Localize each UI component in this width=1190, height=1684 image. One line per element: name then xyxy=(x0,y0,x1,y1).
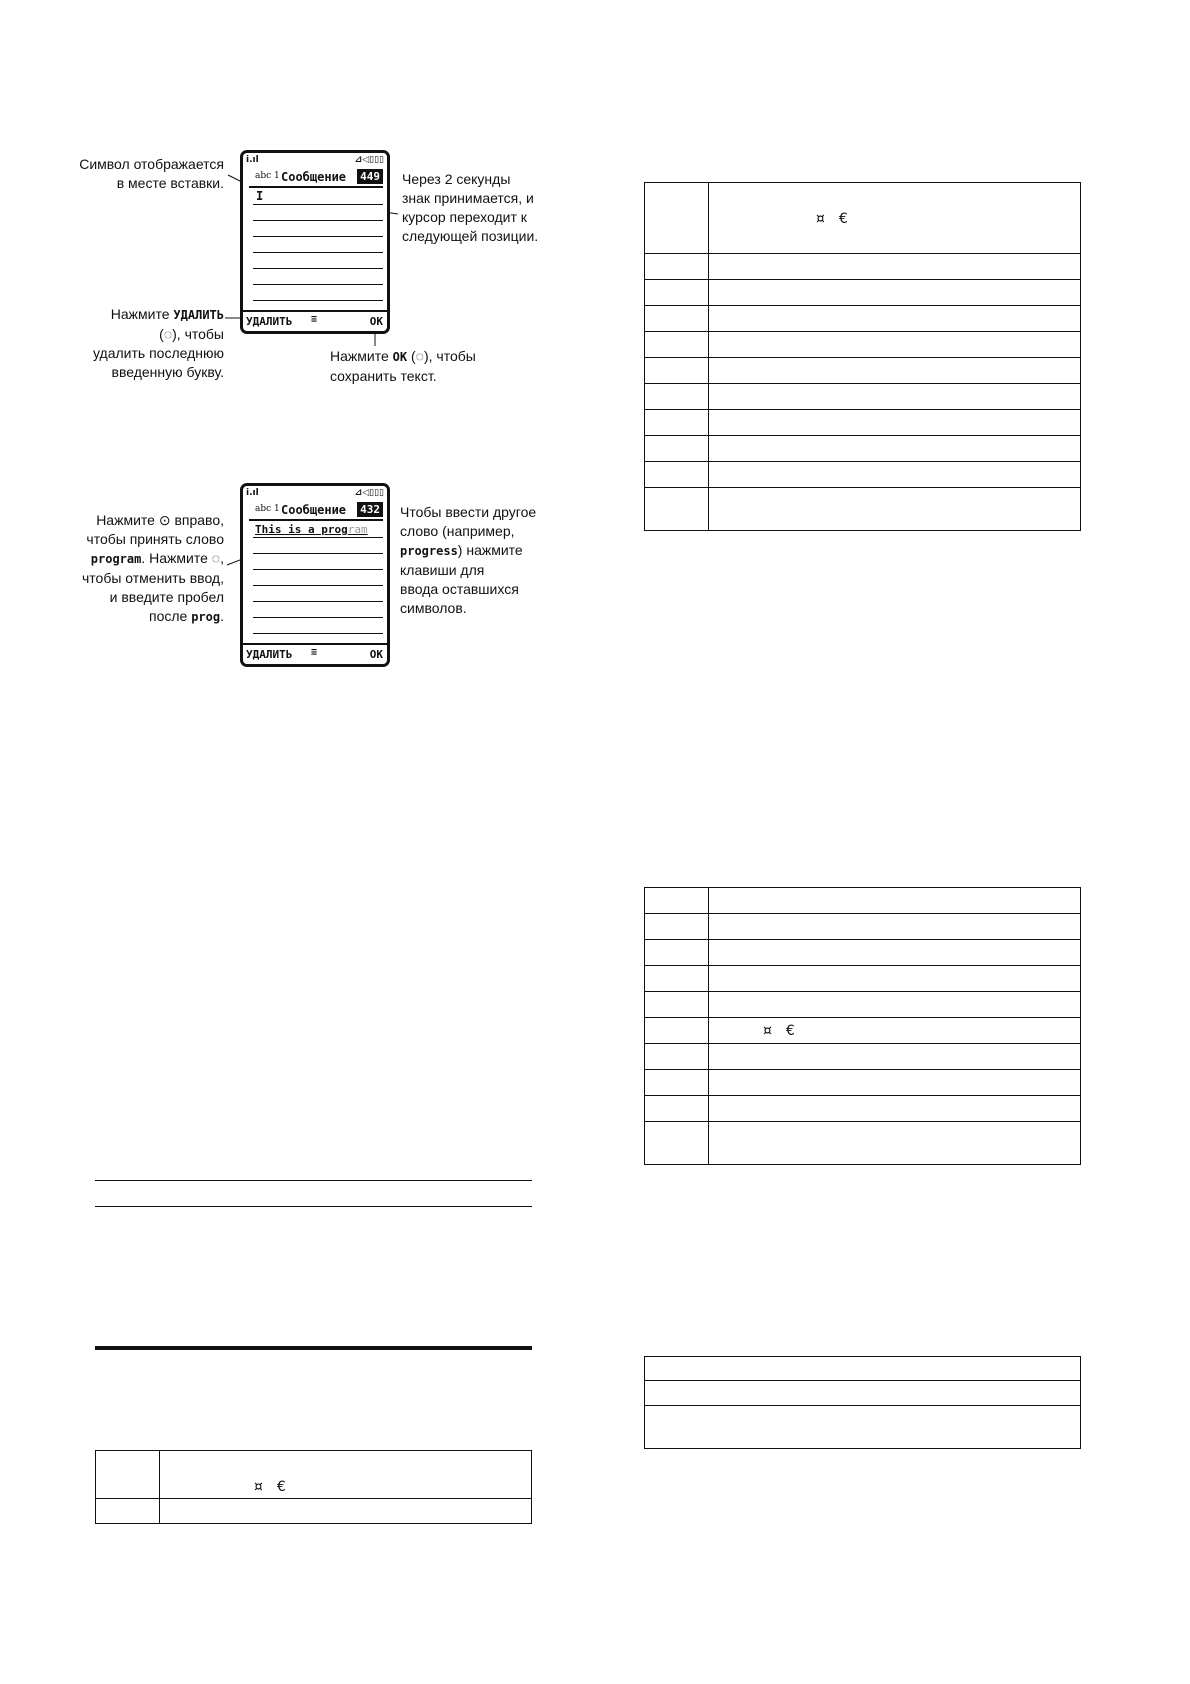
symbol-table-left xyxy=(95,1450,532,1524)
table-row xyxy=(96,1451,532,1499)
annotation-line: Чтобы ввести другое xyxy=(400,504,537,520)
softkey-bar xyxy=(243,310,387,331)
currency-symbol: ¤ xyxy=(763,1023,772,1039)
table-cell xyxy=(709,1018,1081,1044)
currency-symbol: ¤ xyxy=(254,1479,263,1495)
table-row xyxy=(645,280,1081,306)
annotation-line: введенную букву. xyxy=(111,364,224,380)
table-row xyxy=(645,1122,1081,1165)
table-cell xyxy=(160,1451,532,1499)
table-row xyxy=(645,436,1081,462)
section-double-rule xyxy=(95,1346,532,1350)
text-mode-indicator: abc 1 xyxy=(255,504,280,514)
key-label-delete: УДАЛИТЬ xyxy=(173,308,224,322)
table-row xyxy=(645,462,1081,488)
phone-screen-2 xyxy=(240,483,390,667)
symbol-table-right-2 xyxy=(644,887,1081,1165)
annotation-delete-key xyxy=(60,305,224,382)
annotation-other-word xyxy=(400,503,536,618)
screen-title-bar xyxy=(249,169,383,188)
status-bar xyxy=(246,488,384,501)
menu-icon[interactable]: ≡ xyxy=(311,314,318,325)
annotation-line: и введите пробел xyxy=(109,589,224,605)
annotation-line: слово (например, xyxy=(400,523,515,539)
char-counter: 432 xyxy=(357,502,383,517)
table-row xyxy=(96,1499,532,1524)
table-row xyxy=(645,384,1081,410)
symbol-table-right-1 xyxy=(644,182,1081,531)
annotation-line: удалить последнюю xyxy=(93,345,224,361)
table-cell xyxy=(96,1451,160,1499)
annotation-line: символов. xyxy=(400,600,467,616)
annotation-line: в месте вставки. xyxy=(116,175,224,191)
screen-title: Сообщение xyxy=(281,170,347,184)
table-row xyxy=(645,254,1081,280)
annotation-line: Нажмите OK (◌), чтобы xyxy=(330,348,476,364)
annotation-line: знак принимается, и xyxy=(402,190,534,206)
annotation-line: Символ отображается xyxy=(79,156,224,172)
battery-icon: ⊿◁▯▯▯ xyxy=(354,488,384,498)
annotation-line: Через 2 секунды xyxy=(402,171,511,187)
table-row xyxy=(645,488,1081,531)
softkey-delete[interactable]: УДАЛИТЬ xyxy=(246,648,293,661)
table-row xyxy=(645,183,1081,254)
key-label-prog: prog xyxy=(191,610,221,624)
euro-symbol: € xyxy=(276,1479,286,1495)
table-cell xyxy=(709,183,1081,254)
table-row xyxy=(645,1406,1081,1449)
word-completion: ram xyxy=(347,523,368,536)
table-row xyxy=(645,1381,1081,1406)
annotation-insert-symbol xyxy=(70,155,224,193)
annotation-accept-word xyxy=(50,511,224,627)
table-row xyxy=(645,914,1081,940)
battery-icon: ⊿◁▯▯▯ xyxy=(354,155,384,165)
annotation-line: следующей позиции. xyxy=(402,228,539,244)
symbol-table-right-3 xyxy=(644,1356,1081,1449)
annotation-line: ввода оставшихся xyxy=(400,581,519,597)
annotation-char-accepted xyxy=(402,170,538,246)
section-rule xyxy=(95,1180,532,1181)
phone-screen-1 xyxy=(240,150,390,334)
euro-symbol: € xyxy=(785,1023,795,1039)
annotation-line: progress) нажмите xyxy=(400,542,523,558)
table-row xyxy=(645,358,1081,384)
table-row xyxy=(645,1044,1081,1070)
annotation-line: после prog. xyxy=(148,608,224,624)
key-label-progress: progress xyxy=(400,544,458,558)
softkey-bar xyxy=(243,643,387,664)
annotation-line: program. Нажмите ◌, xyxy=(90,550,224,566)
key-label-ok: OK xyxy=(392,350,408,364)
annotation-line: клавиши для xyxy=(400,562,485,578)
table-row xyxy=(645,1357,1081,1381)
signal-icon: ⅰ.ıl xyxy=(246,155,259,165)
annotation-line: чтобы принять слово xyxy=(86,531,224,547)
annotation-line: сохранить текст. xyxy=(330,368,437,384)
softkey-ok[interactable]: OK xyxy=(369,648,383,661)
key-label-program: program xyxy=(90,552,142,566)
euro-symbol: € xyxy=(838,210,848,227)
table-row xyxy=(645,992,1081,1018)
table-row xyxy=(645,888,1081,914)
annotation-line: Нажмите ⊙ вправо, xyxy=(96,512,224,528)
annotation-line: чтобы отменить ввод, xyxy=(81,570,224,586)
table-row xyxy=(645,306,1081,332)
annotation-line: Нажмите УДАЛИТЬ xyxy=(110,306,224,322)
table-row xyxy=(645,1070,1081,1096)
menu-icon[interactable]: ≡ xyxy=(311,647,318,658)
table-row xyxy=(645,1096,1081,1122)
table-row xyxy=(645,1018,1081,1044)
table-row xyxy=(645,410,1081,436)
screen-title: Сообщение xyxy=(281,503,347,517)
softkey-ok[interactable]: OK xyxy=(369,315,383,328)
status-bar xyxy=(246,155,384,168)
text-mode-indicator: abc 1 xyxy=(255,171,280,181)
table-row xyxy=(645,966,1081,992)
annotation-line: (◌), чтобы xyxy=(159,326,224,342)
annotation-ok-key xyxy=(330,347,476,386)
signal-icon: ⅰ.ıl xyxy=(246,488,259,498)
table-row xyxy=(645,940,1081,966)
annotation-line: курсор переходит к xyxy=(402,209,527,225)
section-rule xyxy=(95,1206,532,1207)
screen-title-bar xyxy=(249,502,383,521)
table-row xyxy=(645,332,1081,358)
currency-symbol: ¤ xyxy=(816,210,825,227)
softkey-delete[interactable]: УДАЛИТЬ xyxy=(246,315,293,328)
inserted-character: I xyxy=(256,189,264,203)
typed-text: This is a program xyxy=(255,523,368,536)
char-counter: 449 xyxy=(357,169,383,184)
